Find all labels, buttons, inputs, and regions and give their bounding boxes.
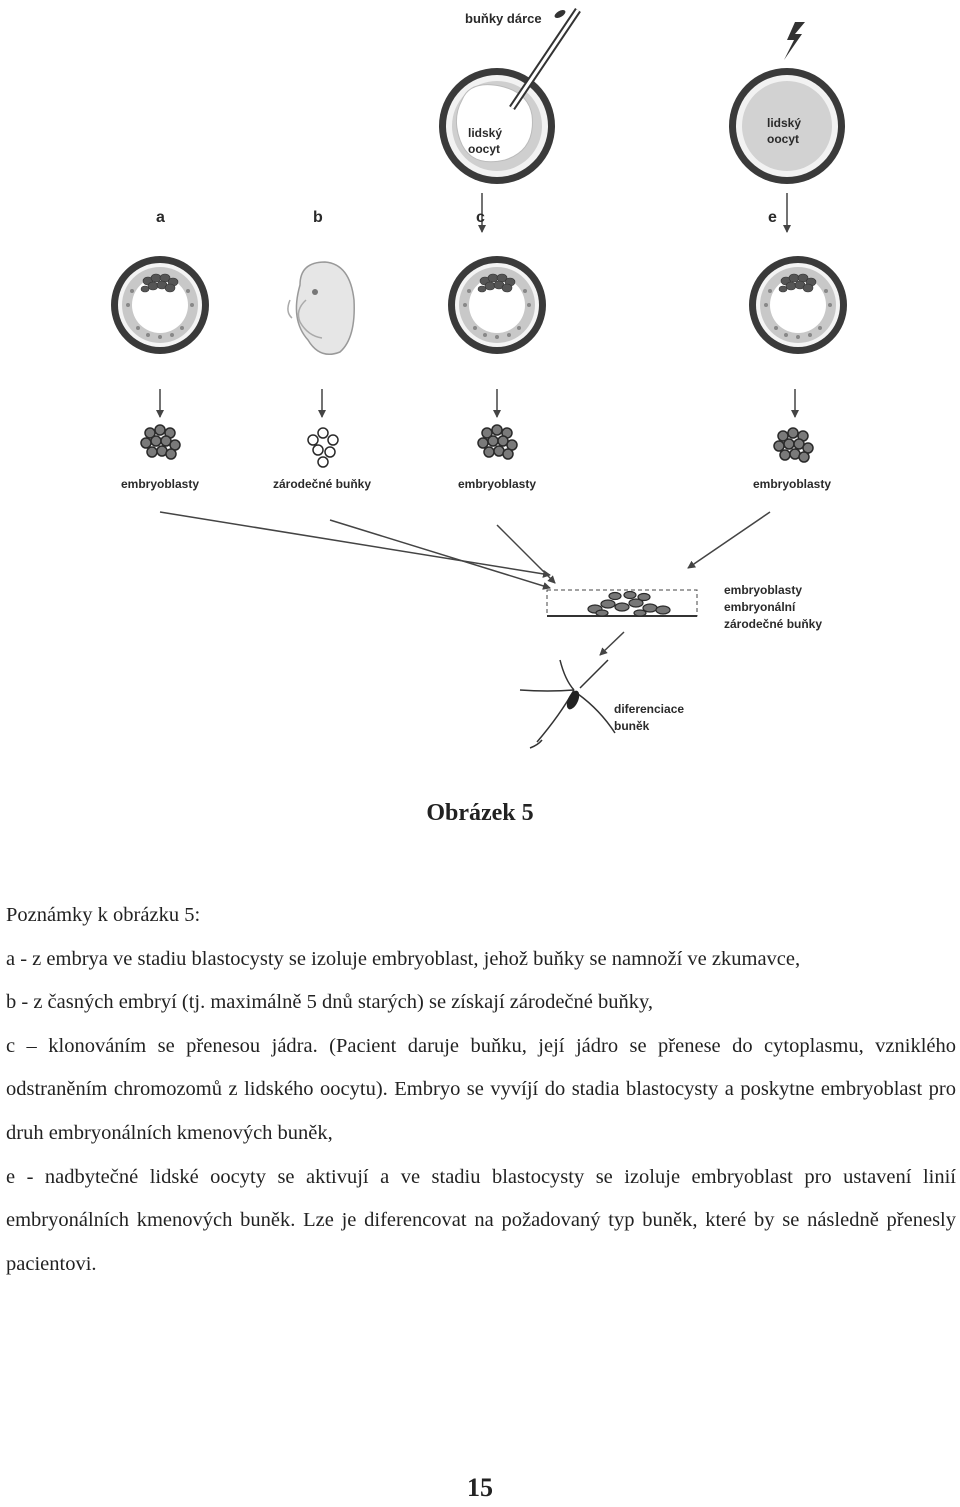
note-b: b - z časných embryí (tj. maximálně 5 dnů starých) se získají zárodečné buňky,	[6, 991, 654, 1014]
blastocyst-a	[111, 256, 209, 354]
activated-oocyte-e	[729, 22, 845, 232]
embryoblast-cluster-a	[141, 425, 180, 459]
blastocyst-c	[448, 256, 546, 354]
culture-label-3: zárodečné buňky	[724, 617, 823, 631]
early-embryo-b	[288, 262, 354, 354]
note-e: e - nadbytečné lidské oocyty se aktivují a ve stadiu blastocysty se izoluje embryoblast pro ustavení linií embryonálních kmenových buněk. Lze je diferencovat na požadovaný typ buněk, které by se následně přenesly pacientovi.	[6, 1165, 956, 1275]
culture-label-1: embryoblasty	[724, 583, 803, 597]
result-label-b: zárodečné buňky	[272, 477, 372, 491]
embryoblast-cluster-c	[478, 425, 517, 459]
culture-label-2: embryonální	[724, 600, 796, 614]
oocyte-label-e: lidský oocyt	[767, 116, 802, 146]
differentiation-label-1: diferenciace	[614, 702, 685, 716]
notes-heading: Poznámky k obrázku 5:	[6, 904, 201, 926]
differentiation-label-2: buněk	[614, 719, 650, 733]
donor-cells-label: buňky dárce	[465, 11, 542, 26]
result-label-a: embryoblasty	[120, 477, 200, 491]
figure-caption: Obrázek 5	[426, 800, 534, 826]
result-label-c: embryoblasty	[457, 477, 537, 491]
column-letter-e: e	[768, 209, 777, 226]
embryoblast-cluster-e	[774, 428, 813, 462]
note-a: a - z embrya ve stadiu blastocysty se izoluje embryoblast, jehož buňky se namnoží ve zkumavce,	[6, 947, 801, 970]
note-c: c – klonováním se přenesou jádra. (Pacient daruje buňku, její jádro se přenese do cytoplasmu, vzniklého odstraněním chromozomů z lidského oocytu). Embryo se vyvíjí do stadia blastocysty a poskytne embryoblast pro druh embryonálních kmenových buněk,	[6, 1034, 956, 1144]
oocyte-label-c: lidský oocyt	[468, 126, 503, 156]
column-letter-c: c	[476, 209, 485, 226]
figure-notes	[6, 894, 956, 1286]
germ-cells-b	[308, 428, 338, 467]
lightning-icon	[784, 22, 805, 60]
culture-dish	[547, 590, 697, 616]
column-letter-a: a	[156, 209, 165, 226]
column-letter-b: b	[313, 209, 323, 226]
donor-oocyte-c	[439, 8, 578, 232]
page-number: 15	[467, 1473, 493, 1502]
blastocyst-e	[749, 256, 847, 354]
result-label-e: embryoblasty	[752, 477, 832, 491]
